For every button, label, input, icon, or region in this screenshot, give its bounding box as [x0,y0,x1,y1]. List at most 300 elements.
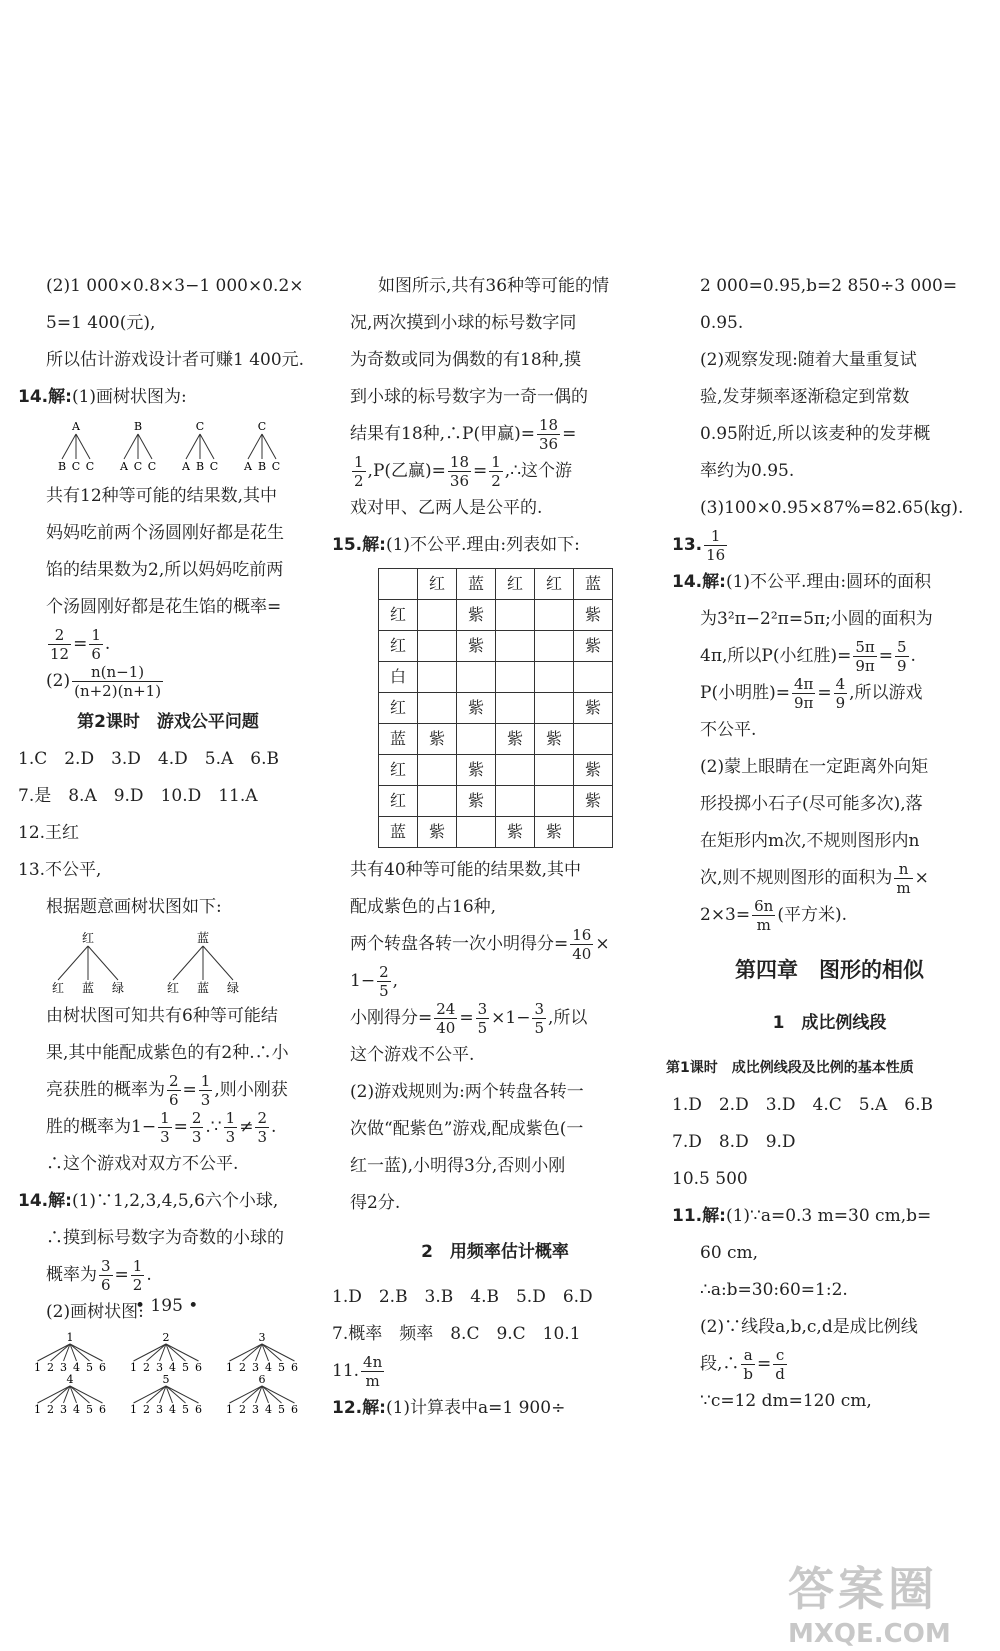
text-span: 小刚得分= [350,1008,433,1028]
tree-node: C [195,420,205,433]
tree-node: 5 [162,1373,170,1386]
numerator: 1 [354,453,364,471]
question-text: (1)计算表中a=1 900÷ [385,1398,566,1418]
denominator: m [365,1372,380,1390]
table-cell: 紫 [457,631,496,662]
table-cell: 紫 [535,724,574,755]
tree-leaf: 3 [156,1403,163,1416]
table-row [379,631,613,662]
numerator: 2 [379,963,389,981]
text-line: 在矩形内m次,不规则图形内n [700,831,920,851]
tree-branch [62,434,76,459]
table-row [379,786,613,817]
tree-leaf: C [85,460,95,473]
tree-leaf: 1 [226,1403,233,1416]
tree-leaf: 绿 [111,981,125,995]
text-line: 为奇数或同为偶数的有18种,摸 [350,350,582,370]
tree-leaf: C [209,460,219,473]
table-cell: 紫 [457,786,496,817]
tree-node: 蓝 [196,931,210,945]
numerator: 2 [48,626,71,645]
tree-leaf: 蓝 [196,981,210,995]
fraction [352,453,366,490]
table-row [379,755,613,786]
tree-leaf: 5 [278,1403,285,1416]
tree-leaf: 3 [60,1361,67,1374]
table-cell [574,724,613,755]
numerator: 5π [855,638,875,656]
numerator: 3 [534,1000,544,1018]
table-cell [418,600,457,631]
text-line: 次做“配紫色”游戏,配成紫色(一 [350,1119,584,1139]
denominator: 3 [200,1091,211,1109]
table-cell: 紫 [418,724,457,755]
tree-diagram-colors [51,926,318,998]
fraction [489,453,503,490]
table-cell [496,662,535,693]
fraction-line [350,926,640,963]
tree-leaf: 6 [99,1403,106,1416]
period: . [910,646,916,666]
fraction-line [672,897,987,934]
numerator: 18 [449,453,469,471]
fraction [834,675,848,712]
fraction [99,1257,113,1294]
equals-sign: = [878,646,893,666]
table-cell [574,817,613,848]
tree-leaf: 6 [291,1361,298,1374]
answer-label: 解: [702,1206,726,1226]
tree-leaf: 3 [252,1403,259,1416]
denominator: m [756,916,771,934]
numerator: 1 [91,626,101,644]
fraction [224,1109,238,1146]
question-text: (1)∵1,2,3,4,5,6六个小球, [71,1191,279,1211]
section-heading: 1 成比例线段 [772,1013,887,1033]
text-line: 验,发芽频率逐渐稳定到常数 [700,387,910,407]
fraction [377,963,391,1000]
answers-line: 13.不公平, [18,860,102,880]
text-line: 个汤圆刚好都是花生馅的概率= [46,597,282,617]
table-cell: 红 [379,755,418,786]
table-cell: 蓝 [379,817,418,848]
section-heading: 2 用频率估计概率 [421,1242,569,1262]
fraction [853,638,876,675]
text-line: (2)游戏规则为:两个转盘各转一 [350,1082,584,1102]
text-span: ,所以 [548,1008,588,1028]
table-cell: 红 [379,786,418,817]
text-line: 配成紫色的占16种, [350,897,497,917]
text-line: ∴这个游戏对双方不公平. [46,1154,239,1174]
answers-line: 7.概率 频率 8.C 9.C 10.1 [332,1324,581,1344]
denominator: 9π [793,694,814,712]
text-line: (2)∵线段a,b,c,d是成比例线 [700,1317,918,1337]
tree-leaf: 2 [239,1361,246,1374]
table-cell: 紫 [574,755,613,786]
text-span: ,所以游戏 [849,683,923,703]
text-line: (2)画树状图: [46,1302,144,1322]
equals-sign: = [817,683,832,703]
equals-sign: = [459,1008,474,1028]
denominator: 3 [257,1128,267,1146]
table-cell: 红 [379,600,418,631]
text-span: 4π,所以P(小红胜)= [700,646,852,666]
fraction [72,663,163,700]
fraction-line [672,1346,987,1383]
denominator: m [896,879,911,897]
fraction [167,1072,181,1109]
equals-sign: = [562,424,577,444]
tree-leaf: 5 [86,1361,93,1374]
tree-leaf: 4 [73,1403,80,1416]
color-table [378,568,613,848]
denominator: 6 [101,1276,111,1294]
fraction [361,1353,384,1390]
lesson-heading: 第2课时 游戏公平问题 [77,712,259,732]
denominator: 3 [160,1128,170,1146]
answers-line: 1.C 2.D 3.D 4.D 5.A 6.B [18,749,279,769]
question-number: 15. [332,535,363,555]
numerator: 1 [132,1257,143,1275]
question-number: 11. [332,1361,360,1381]
table-cell [574,662,613,693]
answers-line: 1.D 2.D 3.D 4.C 5.A 6.B [672,1095,933,1115]
numerator: a [741,1346,755,1365]
question-11 [672,1198,987,1235]
tree-leaf: 4 [265,1361,272,1374]
tree-leaf: B [195,460,205,473]
numerator: 1 [200,1072,211,1090]
watermark-title: 答案圈 [788,1562,938,1616]
period: . [270,1117,277,1137]
table-cell: 紫 [496,817,535,848]
denominator: d [775,1365,785,1383]
table-cell: 紫 [496,724,535,755]
numerator: 1 [160,1109,170,1127]
tree-node: A [72,420,80,433]
text-line: 况,两次摸到小球的标号数字同 [350,313,577,333]
period: . [104,634,111,654]
answers-line: 10.5 500 [672,1169,748,1189]
question-14 [18,379,318,416]
denominator: 2 [491,472,501,490]
text-line: 形投掷小石子(尽可能多次),落 [700,794,923,814]
column-2 [332,268,640,1427]
tree-leaf: 2 [143,1403,150,1416]
numerator: n(n−1) [72,663,163,682]
equals-sign: = [114,1265,129,1285]
text-line: 得2分. [350,1193,401,1213]
denominator: 9 [835,694,846,712]
table-cell [418,662,457,693]
question-text: (1)不公平.理由:列表如下: [385,535,580,555]
sub-question-label: (2) [46,671,71,691]
fraction-line [350,1000,640,1037]
fraction-line [18,1072,318,1109]
tree-leaf: 5 [182,1361,189,1374]
column-1 [18,268,318,1417]
fraction-line [18,1109,318,1146]
question-number: 11. [672,1206,703,1226]
tree-leaf: C [71,460,81,473]
table-cell [457,662,496,693]
not-equal-sign: ≠ [239,1117,254,1137]
text-line: 为3²π−2²π=5π;小圆的面积为 [700,609,933,629]
equals-sign: = [757,1354,772,1374]
tree-leaf: 3 [60,1403,67,1416]
question-number: 12. [332,1398,363,1418]
tree-leaf: 2 [47,1403,54,1416]
table-cell: 紫 [457,693,496,724]
numerator: 2 [169,1072,179,1090]
text-span: 结果有18种,∴P(甲赢)= [350,424,535,444]
tree-leaf: 4 [265,1403,272,1416]
table-cell [418,693,457,724]
tree-branch [262,434,276,459]
table-cell [496,600,535,631]
fraction [895,638,909,675]
page-number: • 195 • [135,1296,199,1316]
tree-leaf: 绿 [226,981,240,995]
table-cell [535,755,574,786]
answers-line: 7.D 8.D 9.D [672,1132,796,1152]
table-cell: 蓝 [457,569,496,600]
text-line: 根据题意画树状图如下: [46,897,222,917]
numerator: 4n [363,1353,383,1371]
question-text: (1)不公平.理由:圆环的面积 [725,572,932,592]
tree-branch [58,946,88,980]
tree-node: 红 [81,931,95,945]
numerator: 2 [191,1109,202,1127]
table-cell [535,662,574,693]
fraction [48,626,71,663]
fraction [476,1000,490,1037]
denominator: b [743,1365,754,1383]
tree-leaf: 蓝 [81,981,95,995]
tree-leaf: B [257,460,267,473]
chapter-heading: 第四章 图形的相似 [735,958,924,982]
tree-node: 4 [66,1373,74,1386]
text-span: 段,∴ [700,1354,740,1374]
fraction [570,926,593,963]
tree-leaf: 1 [226,1361,233,1374]
denominator: 3 [225,1128,236,1146]
table-cell [535,693,574,724]
tree-leaf: 5 [278,1361,285,1374]
times-sign: × [914,868,929,888]
tree-leaf: 2 [47,1361,54,1374]
question-14b [18,1183,318,1220]
fraction-line [332,1353,640,1390]
fraction [89,626,103,663]
times-sign: × [595,934,610,954]
numerator: c [773,1346,787,1365]
table-row [379,724,613,755]
question-number: 14. [18,387,49,407]
answer-label: 解: [362,535,386,555]
text-line: 如图所示,共有36种等可能的情 [378,276,610,296]
tree-diagram-abc [46,416,336,478]
text-span: 两个转盘各转一次小明得分= [350,934,569,954]
table-cell [457,724,496,755]
text-line: 共有12种等可能的结果数,其中 [46,486,278,506]
question-number: 14. [18,1191,49,1211]
tree-branch [88,946,118,980]
fraction [532,1000,546,1037]
table-cell: 紫 [418,817,457,848]
answer-label: 解: [48,1191,72,1211]
fraction-line [350,416,640,453]
numerator: 5 [897,638,907,656]
text-span: 胜的概率为1− [46,1117,157,1137]
tree-leaf: 6 [195,1361,202,1374]
numerator: 6n [754,897,774,915]
tree-leaf: 4 [169,1361,176,1374]
fraction-line [18,626,318,663]
fraction [199,1072,213,1109]
watermark [788,1553,988,1649]
text-span: ,P(乙赢)= [367,461,446,481]
tree-branch [124,434,138,459]
tree-leaf: 1 [34,1403,41,1416]
numerator: 1 [491,453,501,471]
tree-leaf: 1 [130,1361,137,1374]
denominator: (n+2)(n+1) [74,682,162,700]
table-cell [418,786,457,817]
text-line: (2)蒙上眼睛在一定距离外向矩 [700,757,929,777]
table-cell: 紫 [457,600,496,631]
tree-branch [200,434,214,459]
denominator: 5 [534,1019,544,1037]
tree-leaf: 5 [86,1403,93,1416]
table-cell: 红 [496,569,535,600]
tree-branch [248,434,262,459]
denominator: 36 [538,435,559,453]
numerator: 18 [538,416,559,434]
tree-leaf: C [271,460,281,473]
text-span: ,则小刚获 [214,1080,288,1100]
tree-leaf: 3 [156,1361,163,1374]
period: . [146,1265,152,1285]
table-cell: 红 [379,631,418,662]
equals-sign: = [182,1080,197,1100]
tree-leaf: 5 [182,1403,189,1416]
text-line: 共有40种等可能的结果数,其中 [350,860,582,880]
tree-leaf: C [133,460,143,473]
tree-leaf: 红 [166,981,180,995]
table-cell: 红 [379,693,418,724]
table-cell: 紫 [574,786,613,817]
fraction [741,1346,755,1383]
denominator: 36 [449,472,469,490]
numerator: 24 [436,1000,456,1018]
tree-leaf: 红 [51,981,65,995]
question-12 [332,1390,640,1427]
table-row [379,569,613,600]
table-row [379,600,613,631]
equals-sign: = [73,634,88,654]
answers-line: 12.王红 [18,823,80,843]
table-cell [457,817,496,848]
numerator: 1 [704,527,727,546]
answer-label: 解: [48,387,72,407]
denominator: 2 [354,472,364,490]
tree-leaf: 3 [252,1361,259,1374]
text-span: ,∴这个游 [504,461,573,481]
table-cell: 紫 [457,755,496,786]
lesson-heading: 第1课时 成比例线段及比例的基本性质 [666,1060,914,1076]
tree-diagram-numbers [18,1331,308,1417]
fraction-line [350,453,640,490]
text-line: 妈妈吃前两个汤圆刚好都是花生 [46,523,284,543]
table-cell [535,786,574,817]
text-span: 2×3= [700,905,751,925]
table-cell: 紫 [574,631,613,662]
tree-branch [76,434,90,459]
fraction [190,1109,204,1146]
tree-node: 2 [162,1331,170,1344]
table-cell [535,600,574,631]
equals-sign: = [173,1117,188,1137]
table-row [379,662,613,693]
fraction [434,1000,457,1037]
text-line: 60 cm, [700,1243,759,1263]
text-span: 次,则不规则图形的面积为 [700,868,893,888]
text-line: 不公平. [700,720,757,740]
text-span: .∵ [205,1117,222,1137]
text-span: 亮获胜的概率为 [46,1080,165,1100]
fraction [131,1257,145,1294]
fraction [255,1109,269,1146]
numerator: 4π [793,675,814,693]
answers-line: 7.是 8.A 9.D 10.D 11.A [18,786,258,806]
table-cell: 蓝 [379,724,418,755]
table-row [379,817,613,848]
question-number: 14. [672,572,703,592]
text-line: ∴摸到标号数字为奇数的小球的 [46,1228,284,1248]
fraction [448,453,471,490]
numerator: 3 [101,1257,111,1275]
tree-node: 6 [258,1373,266,1386]
text-line: 0.95附近,所以该麦种的发芽概 [700,424,931,444]
denominator: 16 [706,546,726,564]
question-number: 13. [672,535,703,555]
numerator: 2 [257,1109,267,1127]
tree-leaf: 6 [99,1361,106,1374]
table-cell [496,786,535,817]
table-cell [418,755,457,786]
text-line: ∵c=12 dm=120 cm, [700,1391,872,1411]
text-line: ∴a:b=30:60=1:2. [700,1280,848,1300]
text-line: 戏对甲、乙两人是公平的. [350,498,543,518]
fraction [704,527,727,564]
table-cell: 蓝 [574,569,613,600]
text-span: , [392,971,399,991]
question-15 [332,527,640,564]
tree-leaf: 4 [169,1403,176,1416]
fraction-line [672,638,987,675]
tree-leaf: 6 [291,1403,298,1416]
question-text: (1)画树状图为: [71,387,187,407]
table-cell [418,631,457,662]
fraction-line [18,1257,318,1294]
tree-leaf: 6 [195,1403,202,1416]
text-line: 2 000=0.95,b=2 850÷3 000= [700,276,958,296]
tree-leaf: 4 [73,1361,80,1374]
tree-branch [138,434,152,459]
table-cell [535,631,574,662]
denominator: 5 [477,1019,488,1037]
